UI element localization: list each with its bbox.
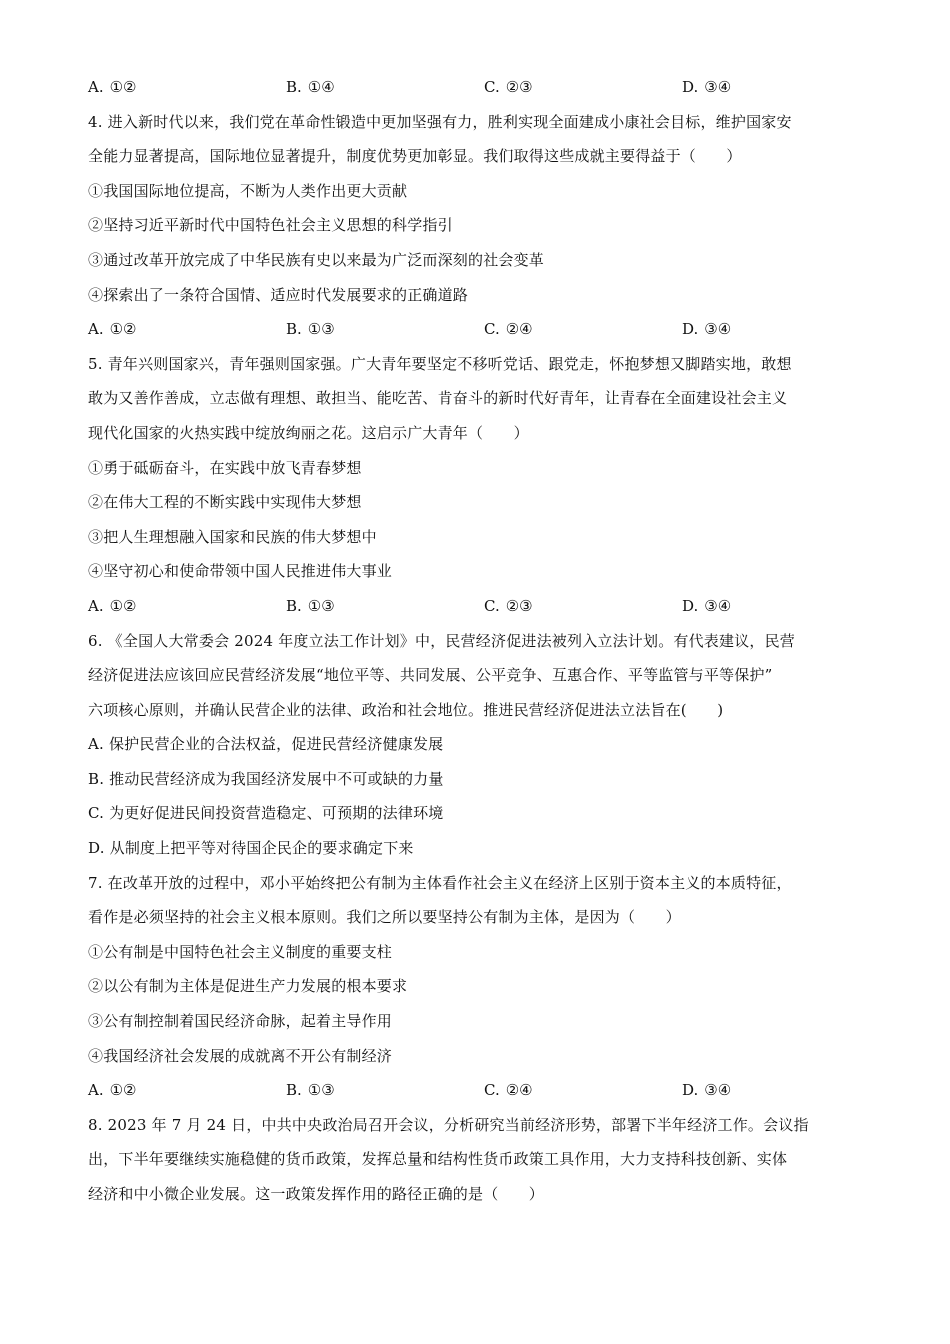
q7-statement-3: ③公有制控制着国民经济命脉，起着主导作用	[88, 1012, 393, 1031]
q5-statement-1: ①勇于砥砺奋斗，在实践中放飞青春梦想	[88, 458, 362, 477]
q5-stem-line: 5. 青年兴则国家兴，青年强则国家强。广大青年要坚定不移听党话、跟党走，怀抱梦想又脚踏实地，敢想	[88, 354, 792, 373]
q7-stem-line: 7. 在改革开放的过程中，邓小平始终把公有制为主体看作社会主义在经济上区别于资本主义的本质特征，	[88, 873, 792, 892]
q6-stem-line: 六项核心原则，并确认民营企业的法律、政治和社会地位。推进民营经济促进法立法旨在( )	[88, 700, 724, 719]
q8-stem-line: 8. 2023 年 7 月 24 日，中共中央政治局召开会议，分析研究当前经济形势，部署下半年经济工作。会议指	[88, 1115, 809, 1134]
option-text: ①③	[307, 320, 335, 339]
q6-choice-d[interactable]: D. 从制度上把平等对待国企民企的要求确定下来	[88, 839, 414, 858]
q5-option-d[interactable]	[682, 589, 731, 624]
q4-stem-line: 全能力显著提高，国际地位显著提升，制度优势更加彰显。我们取得这些成就主要得益于（ ）	[88, 147, 742, 166]
option-text: ②③	[505, 596, 533, 615]
q5-option-b[interactable]	[286, 589, 484, 624]
q5-stem-line: 敢为又善作善成，立志做有理想、敢担当、能吃苦、肯奋斗的新时代好青年，让青春在全面建设社会主义	[88, 389, 788, 408]
option-label: B.	[286, 320, 302, 339]
q4-option-b[interactable]	[286, 312, 484, 347]
option-text: ③④	[704, 320, 732, 339]
option-label: D.	[682, 78, 699, 96]
question-4	[88, 105, 863, 347]
option-label: C.	[484, 1081, 500, 1100]
q4-statement-3: ③通过改革开放完成了中华民族有史以来最为广泛而深刻的社会变革	[88, 250, 545, 269]
q4-statement-4: ④探索出了一条符合国情、适应时代发展要求的正确道路	[88, 285, 469, 304]
option-text: ①④	[307, 78, 335, 96]
option-label: A.	[88, 596, 104, 615]
option-text: ①②	[109, 78, 137, 96]
q6-choice-c[interactable]: C. 为更好促进民间投资营造稳定、可预期的法律环境	[88, 804, 444, 823]
option-label: B.	[286, 596, 302, 615]
question-8	[88, 1108, 863, 1212]
option-text: ②④	[505, 320, 533, 339]
q5-options	[88, 589, 863, 624]
q5-option-a[interactable]	[88, 589, 286, 624]
q7-statement-1: ①公有制是中国特色社会主义制度的重要支柱	[88, 942, 393, 961]
q7-option-c[interactable]	[484, 1073, 682, 1108]
q5-statement-4: ④坚守初心和使命带领中国人民推进伟大事业	[88, 562, 393, 581]
option-label: B.	[286, 1081, 302, 1100]
option-text: ②④	[505, 1081, 533, 1100]
option-label: A.	[88, 320, 104, 339]
exam-page	[88, 70, 863, 1212]
option-text: ②③	[505, 78, 533, 96]
q5-option-c[interactable]	[484, 589, 682, 624]
q6-stem-line: 经济促进法应该回应民营经济发展“地位平等、共同发展、公平竞争、互惠合作、平等监管与平等保护”	[88, 666, 773, 685]
q4-option-a[interactable]	[88, 312, 286, 347]
option-text: ①②	[109, 320, 137, 339]
option-label: B.	[286, 78, 302, 96]
option-label: C.	[484, 320, 500, 339]
q4-stem-line: 4. 进入新时代以来，我们党在革命性锻造中更加坚强有力，胜利实现全面建成小康社会目标，维护国家安	[88, 112, 792, 131]
q7-option-b[interactable]	[286, 1073, 484, 1108]
q8-stem-line: 经济和中小微企业发展。这一政策发挥作用的路径正确的是（ ）	[88, 1185, 545, 1203]
option-text: ①③	[307, 596, 335, 615]
q3-option-b[interactable]	[286, 70, 484, 105]
q4-options	[88, 312, 863, 347]
q4-option-c[interactable]	[484, 312, 682, 347]
option-label: C.	[484, 596, 500, 615]
q7-option-d[interactable]	[682, 1073, 731, 1108]
option-label: D.	[682, 596, 699, 615]
option-text: ①②	[109, 596, 137, 615]
q7-statement-2: ②以公有制为主体是促进生产力发展的根本要求	[88, 977, 408, 996]
q6-choice-a[interactable]: A. 保护民营企业的合法权益，促进民营经济健康发展	[88, 735, 444, 754]
q3-option-a[interactable]	[88, 70, 286, 105]
option-text: ①②	[109, 1081, 137, 1100]
option-label: C.	[484, 78, 500, 96]
q3-option-d[interactable]	[682, 70, 731, 105]
q4-option-d[interactable]	[682, 312, 731, 347]
q4-statement-1: ①我国国际地位提高，不断为人类作出更大贡献	[88, 181, 408, 200]
option-text: ①③	[307, 1081, 335, 1100]
question-5	[88, 347, 863, 624]
q5-stem-line: 现代化国家的火热实践中绽放绚丽之花。这启示广大青年（ ）	[88, 423, 529, 442]
q6-choice-b[interactable]: B. 推动民营经济成为我国经济发展中不可或缺的力量	[88, 769, 444, 788]
question-6	[88, 624, 863, 866]
option-label: D.	[682, 1081, 699, 1100]
q4-statement-2: ②坚持习近平新时代中国特色社会主义思想的科学指引	[88, 216, 453, 235]
question-7	[88, 866, 863, 1108]
q8-stem-line: 出，下半年要继续实施稳健的货币政策，发挥总量和结构性货币政策工具作用，大力支持科技创新、实体	[88, 1150, 788, 1169]
option-text: ③④	[704, 1081, 732, 1100]
q7-statement-4: ④我国经济社会发展的成就离不开公有制经济	[88, 1046, 393, 1065]
q5-statement-3: ③把人生理想融入国家和民族的伟大梦想中	[88, 527, 377, 546]
q3-option-c[interactable]	[484, 70, 682, 105]
q7-options	[88, 1073, 863, 1108]
option-text: ③④	[704, 596, 732, 615]
q5-statement-2: ②在伟大工程的不断实践中实现伟大梦想	[88, 493, 362, 512]
option-label: A.	[88, 1081, 104, 1100]
option-label: A.	[88, 78, 104, 96]
q7-option-a[interactable]	[88, 1073, 286, 1108]
q7-stem-line: 看作是必须坚持的社会主义根本原则。我们之所以要坚持公有制为主体，是因为（ ）	[88, 908, 681, 927]
option-text: ③④	[704, 78, 732, 96]
q6-stem-line: 6. 《全国人大常委会 2024 年度立法工作计划》中，民营经济促进法被列入立法计划。有代表建议，民营	[88, 631, 795, 650]
option-label: D.	[682, 320, 699, 339]
q3-options	[88, 70, 863, 105]
